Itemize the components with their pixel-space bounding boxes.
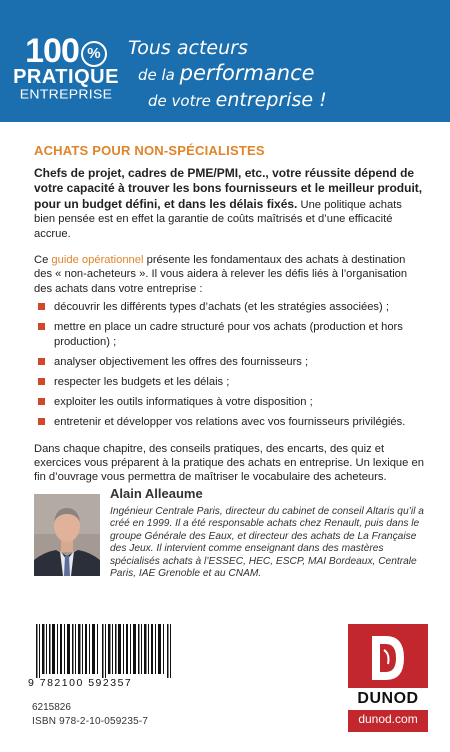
closing-paragraph: Dans chaque chapitre, des conseils pratiques, des encarts, des quiz et exercices vous préparent à la pratique des achats en entreprise. Un lexique en fin d’ouvrage vous permettra de maîtriser le vocabulaire des acheteurs.: [34, 442, 424, 484]
barcode-icon: [28, 622, 184, 682]
publisher-logo: [348, 624, 428, 732]
tagline-performance: performance: [179, 61, 315, 85]
publisher-url[interactable]: dunod.com: [358, 712, 418, 726]
logo-100: 100 %: [12, 36, 120, 67]
publisher-name: DUNOD: [357, 690, 419, 707]
guide-highlight: guide opérationnel: [51, 254, 144, 267]
list-item: découvrir les différents types d’achats (et les stratégies associées) ;: [34, 300, 426, 314]
back-cover-text: [34, 143, 426, 485]
intro-rest: Une politique achats bien pensée est en effet la garantie de coûts maîtrisés et d’une efficacité accrue.: [34, 198, 402, 240]
barcode-digits: 9 782100 592357: [28, 677, 133, 689]
section-title: ACHATS POUR NON-SPÉCIALISTES: [34, 143, 265, 158]
isbn: ISBN 978-2-10-059235-7: [32, 716, 149, 727]
author-name: Alain Alleaume: [110, 486, 203, 501]
list-item: exploiter les outils informatiques à votre disposition ;: [34, 395, 426, 409]
barcode-area: [28, 622, 308, 752]
list-item: entretenir et développer vos relations avec vos fournisseurs privilégiés.: [34, 415, 426, 429]
author-photo: [34, 494, 100, 576]
tagline: [128, 36, 438, 114]
tagline-entreprise: entreprise !: [215, 89, 327, 111]
author-bio: Ingénieur Centrale Paris, directeur du cabinet de conseil Altaris qu’il a créé en 1999. Il a été responsable achats chez Renault, puis dans le groupe Générale des Eaux, et directeur des achats de La Française des Jeux. Il intervient comme enseignant dans des mastères spécialisés achats à l’ESSEC, HEC, ESCP, MAI Bordeaux, Centrale Paris, IAE Grenoble et au CNAM.: [110, 506, 424, 580]
list-item: analyser objectivement les offres des fournisseurs ;: [34, 355, 426, 369]
list-item: mettre en place un cadre structuré pour vos achats (production et hors production) ;: [34, 320, 426, 348]
collection-logo: [12, 32, 120, 102]
product-code: 6215826: [32, 702, 71, 713]
tagline-line-1: Tous acteurs: [128, 37, 248, 59]
bullet-list: [34, 300, 426, 429]
list-item: respecter les budgets et les délais ;: [34, 375, 426, 389]
dunod-d-icon: [366, 630, 410, 686]
guide-paragraph: Ce guide opérationnel présente les fondamentaux des achats à destination des « non-acheteurs ». Il vous aidera à relever les défis liés à l’organisation des achats dans votre entreprise :: [34, 254, 408, 295]
logo-pratique: PRATIQUE: [13, 66, 119, 88]
intro-bold: Chefs de projet, cadres de PME/PMI, etc., votre réussite dépend de votre capacité à trouver les bons fournisseurs et le meilleur produit, pour un budget défini, et dans les délais fixés.: [34, 166, 423, 211]
logo-entreprise: ENTREPRISE: [19, 86, 113, 102]
logo-percent: %: [81, 41, 107, 67]
header-banner: [0, 0, 450, 122]
tagline-line-2: de la performance: [138, 61, 315, 85]
tagline-line-3: de votre entreprise !: [148, 89, 327, 111]
intro-paragraph: [34, 166, 426, 241]
